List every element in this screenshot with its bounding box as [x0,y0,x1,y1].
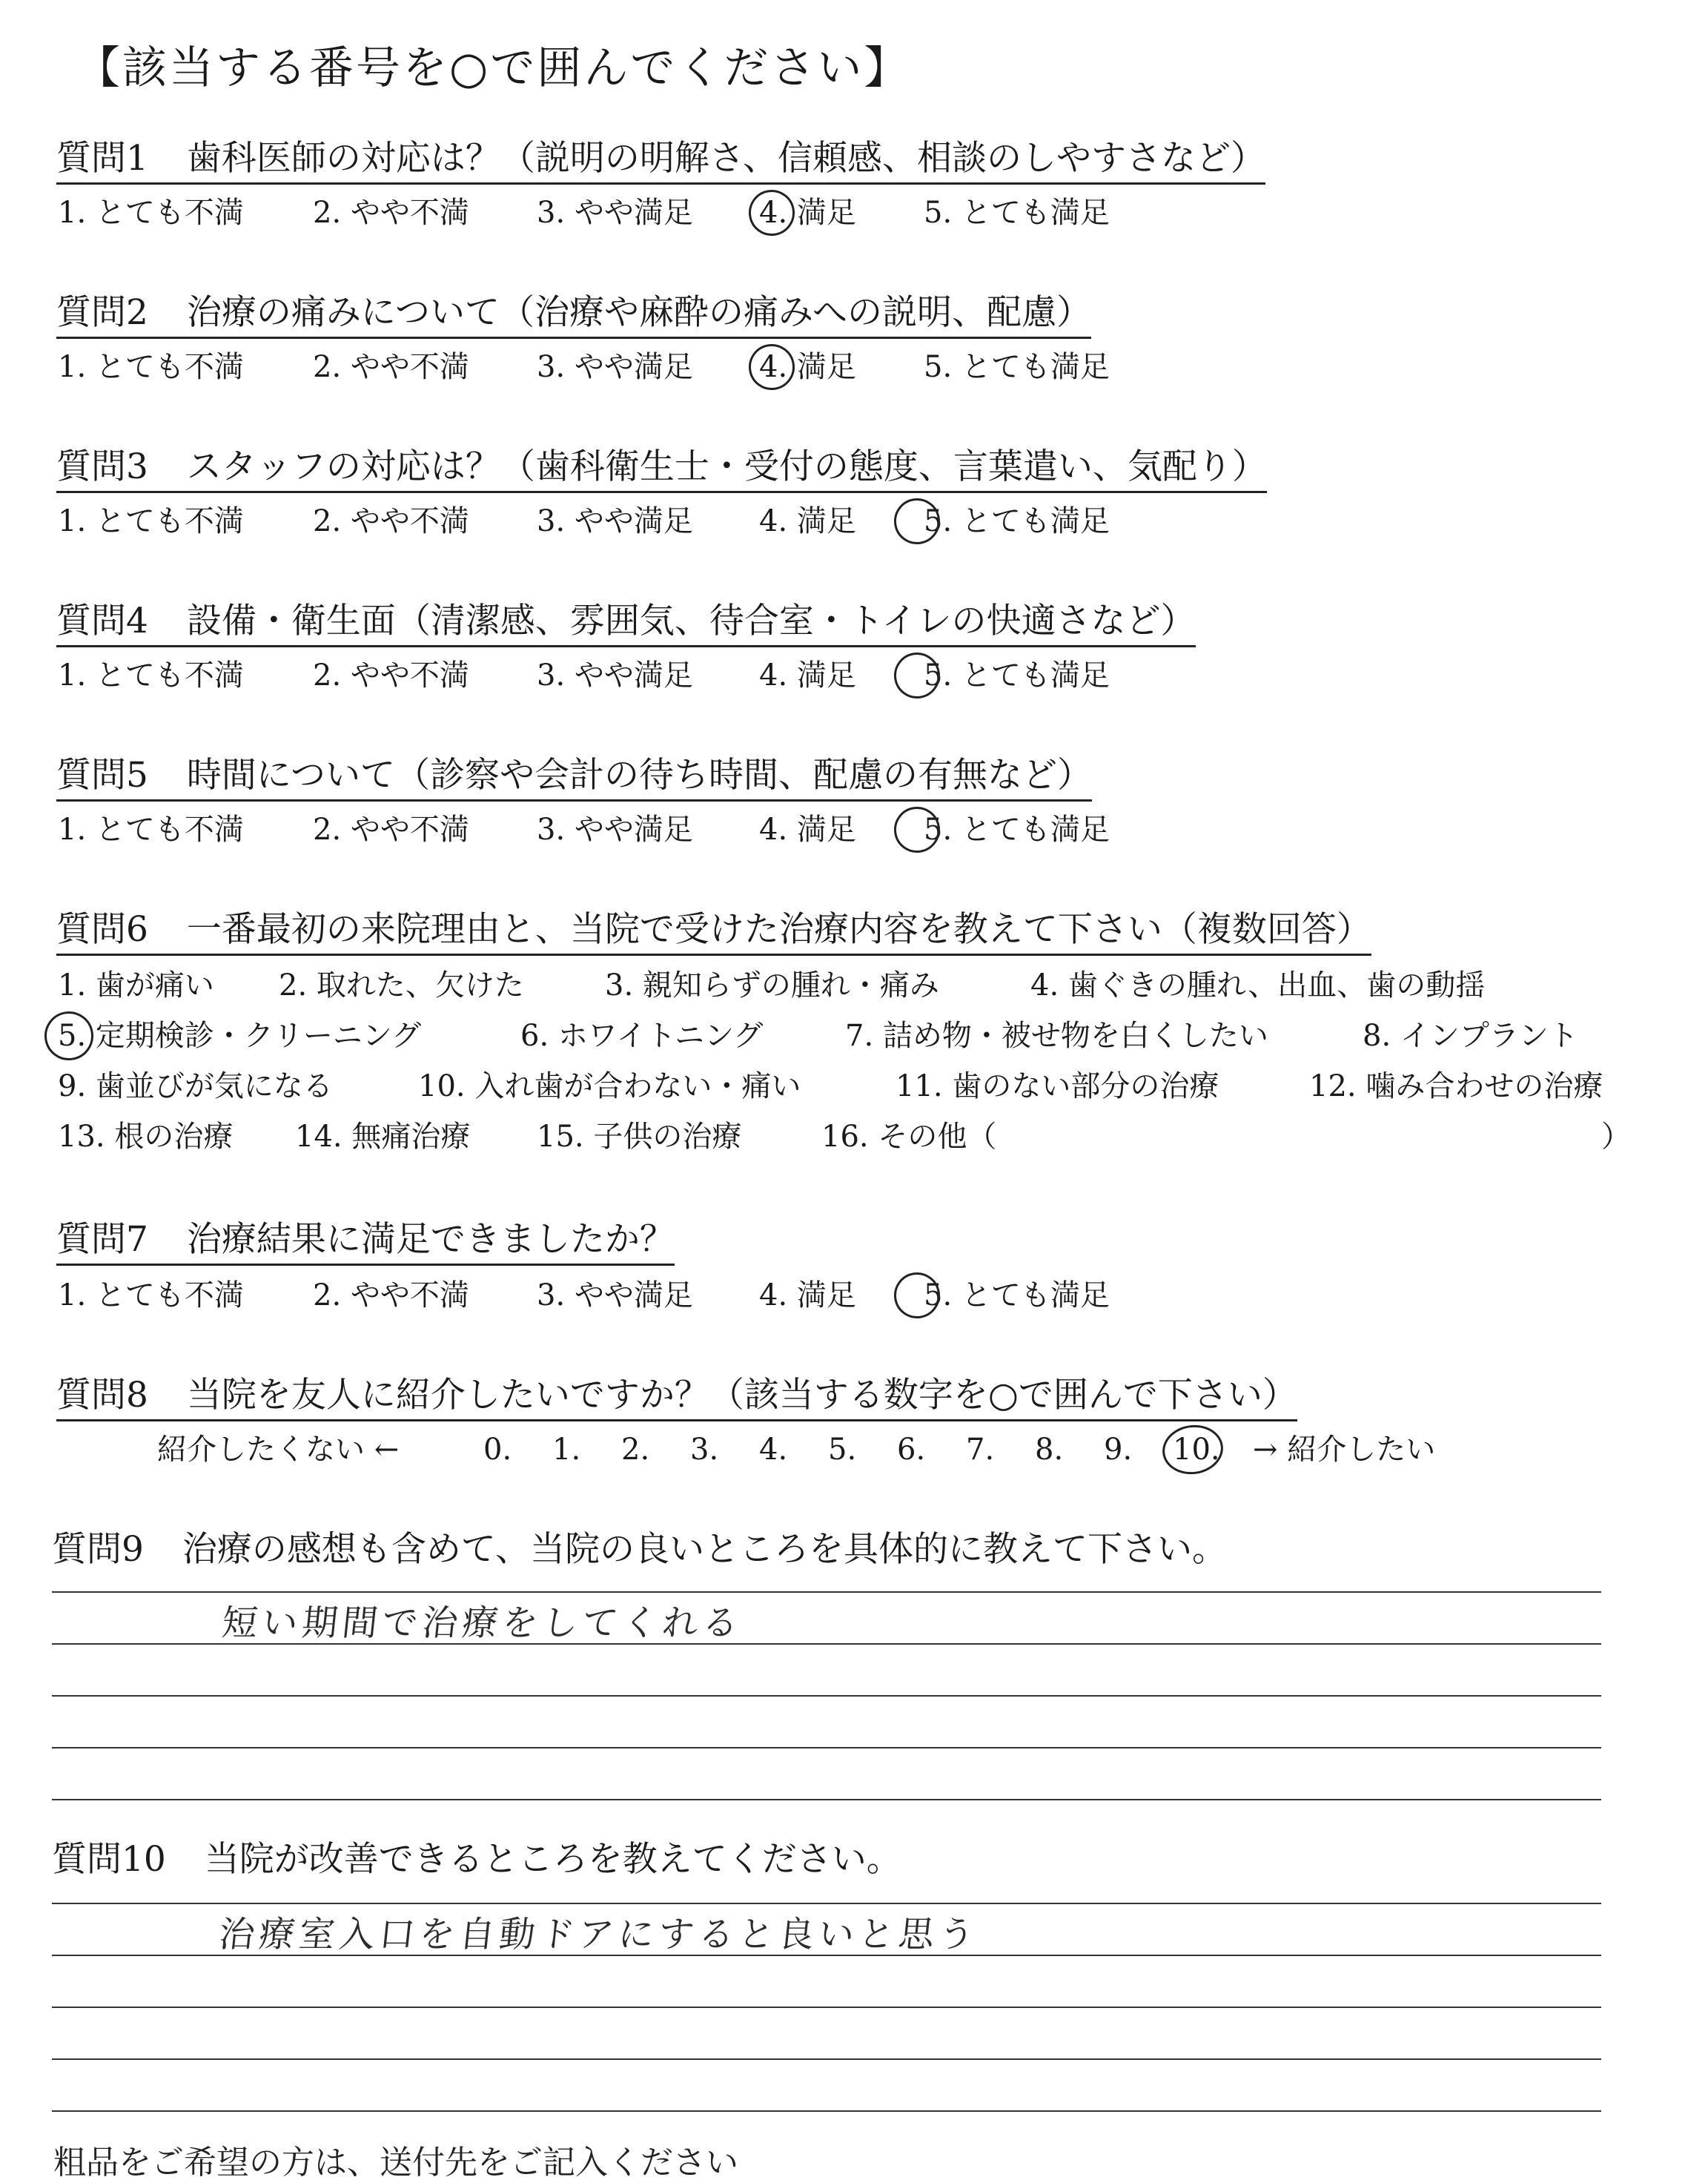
q9-answer-line-5 [52,1799,1601,1800]
q8-option-1[interactable]: 1. [552,1433,581,1467]
q1-option-2[interactable]: 2. やや不満 [313,196,469,230]
q6-option-7[interactable]: 7. 詰め物・被せ物を白くしたい [845,1019,1268,1053]
q9-answer-line-3 [52,1695,1601,1697]
q8-option-7[interactable]: 7. [966,1433,995,1467]
question-1-label: 質問1 [56,138,148,179]
q5-option-1[interactable]: 1. とても不満 [58,813,244,847]
q8-option-0[interactable]: 0. [483,1433,512,1467]
question-9-title [52,1528,1227,1572]
q6-option-13[interactable]: 13. 根の治療 [58,1120,234,1154]
question-3-label: 質問3 [56,446,148,487]
q5-option-2[interactable]: 2. やや不満 [313,813,469,847]
q8-option-8[interactable]: 8. [1035,1433,1064,1467]
q6-option-16[interactable]: 16. その他（ [821,1120,997,1154]
q6-option-15[interactable]: 15. 子供の治療 [537,1120,742,1154]
q3-option-1[interactable]: 1. とても不満 [58,504,244,538]
question-2-title [56,291,1091,339]
question-7-label: 質問7 [56,1219,148,1260]
q7-option-3[interactable]: 3. やや満足 [537,1278,693,1312]
q6-option-14[interactable]: 14. 無痛治療 [295,1120,471,1154]
q5-option-4[interactable]: 4. 満足 [759,813,856,847]
question-6-text: 一番最初の来院理由と、当院で受けた治療内容を教えて下さい（複数回答） [186,909,1371,950]
q8-option-2[interactable]: 2. [621,1433,650,1467]
q1-option-1[interactable]: 1. とても不満 [58,196,244,230]
q1-option-4[interactable]: 4. 満足 [759,196,856,230]
q9-handwritten-answer[interactable]: 短い期間で治療をしてくれる [219,1602,745,1644]
q8-right-label: → 紹介したい [1253,1433,1436,1467]
q3-option-2[interactable]: 2. やや不満 [313,504,469,538]
question-2-text: 治療の痛みについて（治療や麻酔の痛みへの説明、配慮） [186,292,1092,333]
question-10-label: 質問10 [52,1839,166,1880]
q3-option-4[interactable]: 4. 満足 [759,504,856,538]
q9-answer-line-4 [52,1747,1601,1748]
q6-option-3[interactable]: 3. 親知らずの腫れ・痛み [605,968,939,1003]
q6-option-4[interactable]: 4. 歯ぐきの腫れ、出血、歯の動揺 [1030,968,1486,1003]
q2-option-1[interactable]: 1. とても不満 [58,350,244,384]
q6-option-11[interactable]: 11. 歯のない部分の治療 [896,1069,1219,1103]
question-5-text: 時間について（診察や会計の待ち時間、配慮の有無など） [186,755,1092,796]
question-1-text: 歯科医師の対応は？（説明の明解さ、信頼感、相談のしやすさなど） [186,138,1266,179]
question-8-label: 質問8 [56,1375,148,1416]
q5-option-3[interactable]: 3. やや満足 [537,813,693,847]
q7-option-1[interactable]: 1. とても不満 [58,1278,244,1312]
page-heading: 【該当する番号を○で囲んでください】 [76,42,911,94]
q1-option-3[interactable]: 3. やや満足 [537,196,693,230]
question-8-title [56,1373,1297,1421]
q6-option-6[interactable]: 6. ホワイトニング [520,1019,764,1053]
question-10-text: 当院が改善できるところを教えてください。 [204,1839,901,1880]
q6-option-5[interactable]: 5. 定期検診・クリーニング [58,1019,422,1053]
question-7-text: 治療結果に満足できましたか？ [186,1219,675,1260]
question-4-text: 設備・衛生面（清潔感、雰囲気、待合室・トイレの快適さなど） [186,601,1196,641]
question-8-text: 当院を友人に紹介したいですか？（該当する数字を○で囲んで下さい） [186,1375,1297,1416]
q4-option-2[interactable]: 2. やや不満 [313,658,469,693]
q6-option-1[interactable]: 1. 歯が痛い [58,968,214,1003]
q6-option-12[interactable]: 12. 噛み合わせの治療 [1309,1069,1603,1103]
q2-option-3[interactable]: 3. やや満足 [537,350,693,384]
q8-option-4[interactable]: 4. [759,1433,788,1467]
question-7-title [56,1218,675,1266]
q8-left-label: 紹介したくない ← [157,1433,400,1467]
q4-option-1[interactable]: 1. とても不満 [58,658,244,693]
q1-option-5[interactable]: 5. とても満足 [924,196,1110,230]
q4-option-3[interactable]: 3. やや満足 [537,658,693,693]
question-4-label: 質問4 [56,601,148,641]
q6-option-9[interactable]: 9. 歯並びが気になる [58,1069,333,1103]
q8-option-6[interactable]: 6. [897,1433,926,1467]
q10-answer-line-3 [52,2007,1601,2008]
question-5-title [56,753,1092,802]
question-10-title [52,1837,901,1882]
q7-option-2[interactable]: 2. やや不満 [313,1278,469,1312]
q2-option-2[interactable]: 2. やや不満 [313,350,469,384]
q5-option-5[interactable]: 5. とても満足 [924,813,1110,847]
question-4-title [56,599,1196,647]
footer-note: 粗品をご希望の方は、送付先をご記入ください [53,2144,738,2182]
q7-option-4[interactable]: 4. 満足 [759,1278,856,1312]
q7-option-5[interactable]: 5. とても満足 [924,1278,1110,1312]
q2-option-5[interactable]: 5. とても満足 [924,350,1110,384]
q6-option-2[interactable]: 2. 取れた、欠けた [279,968,524,1003]
question-6-title [56,908,1371,956]
question-2-label: 質問2 [56,292,148,333]
q8-option-9[interactable]: 9. [1104,1433,1133,1467]
question-1-title [56,136,1265,185]
q6-option-10[interactable]: 10. 入れ歯が合わない・痛い [418,1069,801,1103]
question-9-text: 治療の感想も含めて、当院の良いところを具体的に教えて下さい。 [182,1529,1227,1570]
q4-option-4[interactable]: 4. 満足 [759,658,856,693]
q10-answer-line-5 [52,2110,1601,2112]
question-6-label: 質問6 [56,909,148,950]
q10-answer-line-4 [52,2058,1601,2060]
q6-other-close-paren: ） [1601,1120,1631,1154]
q2-option-4[interactable]: 4. 満足 [759,350,856,384]
question-3-title [56,445,1267,493]
q8-option-5[interactable]: 5. [828,1433,857,1467]
q6-option-8[interactable]: 8. インプラント [1363,1019,1578,1053]
q8-option-3[interactable]: 3. [690,1433,719,1467]
q3-option-5[interactable]: 5. とても満足 [924,504,1110,538]
q9-answer-line-1 [52,1591,1601,1593]
q3-option-3[interactable]: 3. やや満足 [537,504,693,538]
q8-option-10[interactable]: 10. [1173,1433,1220,1467]
q10-answer-line-1 [52,1903,1601,1904]
question-5-label: 質問5 [56,755,148,796]
q10-handwritten-answer[interactable]: 治療室入口を自動ドアにすると良いと思う [216,1914,982,1955]
question-9-label: 質問9 [52,1529,144,1570]
q4-option-5[interactable]: 5. とても満足 [924,658,1110,693]
question-3-text: スタッフの対応は？（歯科衛生士・受付の態度、言葉遣い、気配り） [186,446,1267,487]
